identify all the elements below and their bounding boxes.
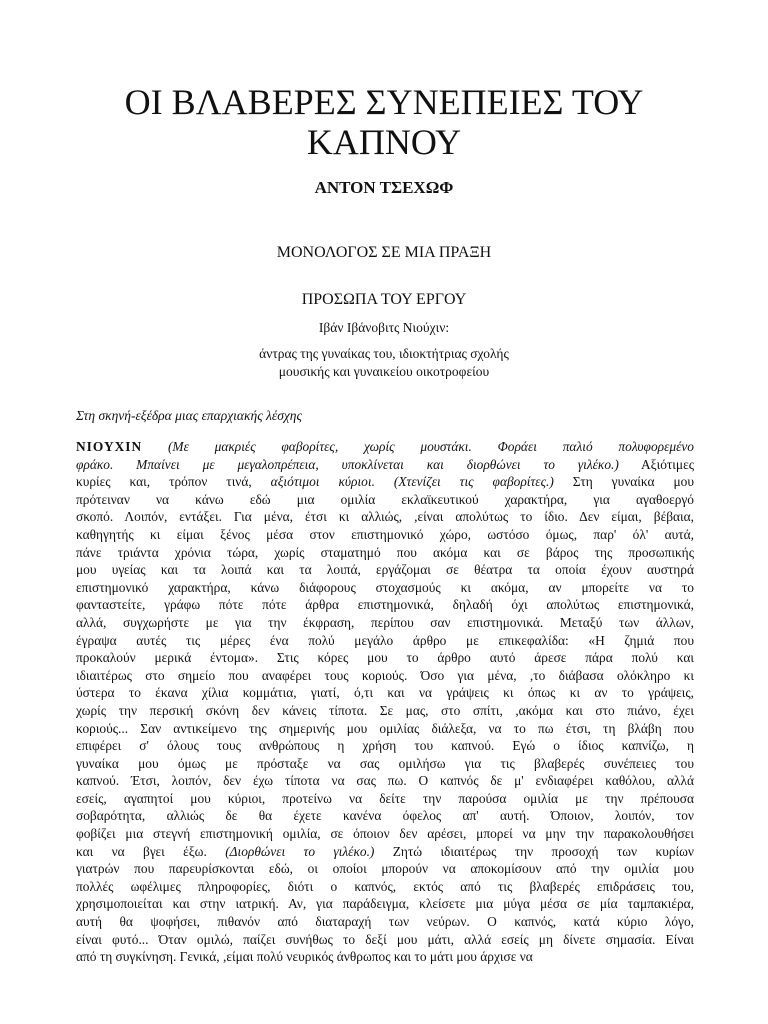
text-line: εσείς, αγαπητοί μου κύριοι, προτείνω να δείτε την παρούσα ομιλία με την πρέπουσα bbox=[76, 790, 694, 806]
text-line: πολλές ωφέλιμες πληροφορίες, διότι ο καπνός, εκτός από τις βλαβερές επιδράσεις του, bbox=[76, 878, 694, 894]
text-line: ιδιαιτέρως στο σημείο που αναφέρει τους κοριούς. Όσο για μένα, ,το διάβασα ολόκληρο κι bbox=[76, 667, 694, 683]
text-line: επιστημονικό χαρακτήρα, κάνω διάφορους στοχασμούς κι ακόμα, αν μπορείτε να το bbox=[76, 579, 694, 595]
stage-direction: (Διορθώνει το γιλέκο.) bbox=[225, 843, 375, 859]
text-segment: Αξιότιμες bbox=[618, 456, 694, 472]
text-segment: Ζητώ ιδιαιτέρως την προσοχή των κυρίων bbox=[374, 843, 694, 859]
speaker-name: ΝΙΟΥΧΙΝ bbox=[76, 439, 143, 454]
text-line: σκοπό. Λοιπόν, εντάξει. Για μένα, έτσι κι αλλιώς, ,είναι απολύτως το ίδιο. Δεν είμαι, βέβαια, bbox=[76, 509, 694, 525]
text-line bbox=[76, 843, 694, 861]
text-line: καπνού. Έτσι, λοιπόν, δεν έχω τίποτα να σας πω. Ο καπνός δε μ' ενδιαφέρει καθόλου, αλλά bbox=[76, 773, 694, 789]
text-line: αυτή θα ψοφήσει, πιθανόν από διαταραχή των νεύρων. Ο καπνός, κατά κύριο λόγο, bbox=[76, 914, 694, 930]
text-line: φανταστείτε, γράφω πότε πότε άρθρα επιστημονικά, δηλαδή όχι απολύτως επιστημονικά, bbox=[76, 597, 694, 613]
author-name: ΑΝΤΟΝ ΤΣΕΧΩΦ bbox=[314, 178, 454, 197]
text-line: προκαλούν μερικά έντομα». Στις κόρες μου το άρθρο αυτό άρεσε πάρα πολύ και bbox=[76, 650, 694, 666]
document-title bbox=[0, 82, 768, 162]
text-line: χωρίς την περσική σκόνη δεν κάνεις τίποτα. Σε μας, στο σπίτι, ,ακόμα και στο πιάνο, έχει bbox=[76, 702, 694, 718]
text-line: μου υγείας και τα λοιπά και τα λοιπά, εργάζομαι σε θέατρα τα οποία έχουν αυστηρά bbox=[76, 562, 694, 578]
person-description bbox=[0, 345, 768, 381]
text-line: γυναίκα μου όμως με πρόσταξε να σας ομιλήσω για τις βλαβερές συνέπειες του bbox=[76, 755, 694, 771]
text-line: έγραψα αυτές τις μέρες ένα πολύ μεγάλο άρθρο με επικεφαλίδα: «Η ζημιά που bbox=[76, 632, 694, 648]
text-line: καθηγητής κι είμαι ξένος μέσα στον επιστημονικό χώρο, ωστόσο όμως, παρ' όλ' αυτά, bbox=[76, 526, 694, 542]
stage-direction: (Χτενίζει τις φαβορίτες.) bbox=[393, 474, 554, 490]
person-name: Ιβάν Ιβάνοβιτς Νιούχιν: bbox=[318, 320, 450, 335]
text-segment: αξιότιμοι κύριοι. bbox=[270, 474, 375, 490]
text-line: σοβαρότητα, αλλιώς δε θα έχετε κανένα όφελος απ' αυτή. Όποιον, λοιπόν, τον bbox=[76, 808, 694, 824]
text-segment: κυρίες και, τρόπον τινά, bbox=[76, 474, 271, 490]
text-line: από τη συγκίνηση. Γενικά, ,είμαι πολύ νευρικός άνθρωπος και το μάτι μου άρχισε να bbox=[76, 949, 533, 965]
stage-setting: Στη σκηνή-εξέδρα μιας επαρχιακής λέσχης bbox=[76, 408, 302, 423]
text-segment: και να βγει έξω. bbox=[76, 843, 226, 859]
person-desc-line-2: μουσικής και γυναικείου οικοτροφείου bbox=[278, 364, 490, 379]
person-desc-line-1: άντρας της γυναίκας του, ιδιοκτήτριας σχολής bbox=[259, 346, 509, 361]
text-line: χρησιμοποιείται και στην ιατρική. Αν, για παράδειγμα, κλείσετε μια μύγα μέσα σε μία ταμπακιέρα, bbox=[76, 896, 694, 912]
title-line-2: ΚΑΠΝΟΥ bbox=[306, 122, 462, 162]
text-line: αλλά, συγχωρήστε με για την έκφραση, περίπου σαν επιστημονικά. Μεταξύ των άλλων, bbox=[76, 614, 694, 630]
text-line: επιφέρει σ' όλους τους ανθρώπους η χρήση του καπνού. Εγώ ο ίδιος καπνίζω, η bbox=[76, 738, 694, 754]
text-line: γιατρών που παρευρίσκονται εδώ, οι οποίοι μπορούν να αποκομίσουν από την ομιλία μου bbox=[76, 861, 694, 877]
text-line: πάνε τριάντα χρόνια τώρα, χωρίς σταματημό που ακόμα και σε βάρος της προσωπικής bbox=[76, 544, 694, 560]
stage-direction: φράκο. Μπαίνει με μεγαλοπρέπεια, υποκλίνεται και διορθώνει το γιλέκο.) bbox=[76, 456, 619, 472]
text-line: κοριούς... Σαν αντικείμενο της σημερινής μου ομιλίας διάλεξα, να το πω έτσι, τη βλάβη που bbox=[76, 720, 694, 736]
text-line: ύστερα το έκανα χίλια κομμάτια, γιατί, ό,τι και να γράψεις κι όπως κι αν το γράψεις, bbox=[76, 685, 694, 701]
text-line: είναι φυτό... Όταν ομιλώ, παίζει συνήθως το δεξί μου μάτι, αλλά εσείς μη δίνετε σημασία. Είναι bbox=[76, 931, 694, 947]
text-segment bbox=[375, 474, 394, 489]
text-line: φοβίζει μια στεγνή επιστημονική ομιλία, σε όποιον δεν αρέσει, μπορεί να μην την παρακολουθήσει bbox=[76, 826, 694, 842]
monologue-body bbox=[76, 438, 694, 966]
text-line bbox=[76, 456, 694, 474]
subtitle: ΜΟΝΟΛΟΓΟΣ ΣΕ ΜΙΑ ΠΡΑΞΗ bbox=[276, 244, 492, 261]
stage-direction: (Με μακριές φαβορίτες, χωρίς μουστάκι. Φοράει παλιό πολυφορεμένο bbox=[167, 439, 694, 454]
text-line bbox=[76, 473, 694, 491]
title-line-1: ΟΙ ΒΛΑΒΕΡΕΣ ΣΥΝΕΠΕΙΕΣ ΤΟΥ bbox=[124, 82, 644, 122]
text-line: πρότειναν να κάνω εδώ μια ομιλία εκλαϊκευτικού χαρακτήρα, για αγαθοεργό bbox=[76, 491, 694, 507]
text-line bbox=[76, 438, 694, 456]
text-segment: Στη γυναίκα μου bbox=[553, 474, 694, 490]
persons-heading: ΠΡΟΣΩΠΑ ΤΟΥ ΕΡΓΟΥ bbox=[301, 291, 467, 308]
